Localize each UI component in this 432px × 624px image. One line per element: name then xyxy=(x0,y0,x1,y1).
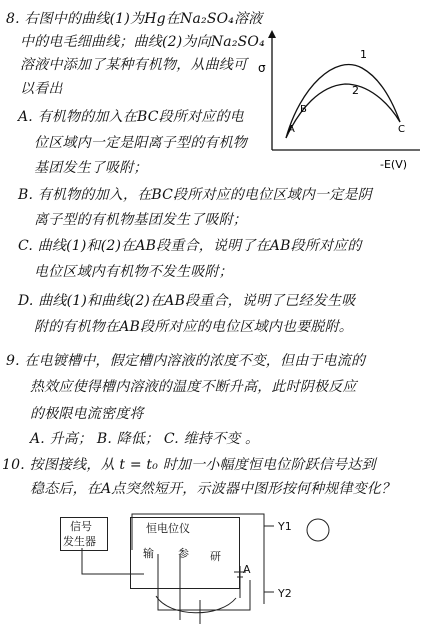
graph-y-arrow xyxy=(268,30,276,38)
q9-options: A. 升高； B. 降低； C. 维持不变 。 xyxy=(30,431,260,447)
graph-x-label: -E(V) xyxy=(380,158,408,171)
q9-line-1: 9. 在电镀槽中，假定槽内溶液的浓度不变，但由于电流的 xyxy=(6,353,366,369)
q10-line-1: 10. 按图接线，从 t = t₀ 时加一小幅度恒电位阶跃信号达到 xyxy=(2,457,376,473)
q9-line-2: 热效应使得槽内溶液的温度不断升高，此时阴极反应 xyxy=(30,379,357,395)
circuit-point-a: A xyxy=(243,563,251,576)
q10-line-2: 稳态后，在A点突然短开，示波器中图形按何种规律变化？ xyxy=(30,481,396,497)
q8-option-b-line-2: 离子型的有机物基团发生了吸附； xyxy=(34,212,247,228)
q8-option-c-line-2: 电位区域内有机物不发生吸附； xyxy=(34,264,233,280)
graph-point-b: B xyxy=(300,104,307,115)
q9-line-3: 的极限电流密度将 xyxy=(30,406,144,422)
signal-generator-label-1: 信号 xyxy=(70,520,92,533)
q8-option-d-line-1: D. 曲线(1)和曲线(2)在AB段重合，说明了已经发生吸 xyxy=(18,293,356,309)
graph-curve-2-label: 2 xyxy=(352,84,359,97)
q8-option-c-line-1: C. 曲线(1)和(2)在AB段重合，说明了在AB段所对应的 xyxy=(18,238,362,254)
oscilloscope-screen-icon xyxy=(307,519,329,541)
q8-line-3: 溶液中添加了某种有机物，从曲线可 xyxy=(20,57,248,73)
oscilloscope-y2-label: Y2 xyxy=(278,587,292,600)
q8-line-2: 中的电毛细曲线；曲线(2)为向Na₂SO₄ xyxy=(20,34,265,50)
q8-option-b-line-1: B. 有机物的加入，在BC段所对应的电位区域内一定是阴 xyxy=(18,187,372,203)
q8-option-a-line-2: 位区域内一定是阳离子型的有机物 xyxy=(34,135,247,151)
reference-terminal-label: 参 xyxy=(178,547,189,560)
input-terminal-label: 输 xyxy=(143,547,154,560)
graph-point-a: A xyxy=(288,124,295,135)
graph-point-c: C xyxy=(398,124,405,135)
oscilloscope-y1-label: Y1 xyxy=(278,520,292,533)
q8-option-a-line-3: 基团发生了吸附； xyxy=(34,160,148,176)
electrocapillary-graph xyxy=(250,28,430,178)
working-terminal-label: 研 xyxy=(210,550,221,563)
q8-line-4: 以看出 xyxy=(20,81,63,97)
potentiostat-label: 恒电位仪 xyxy=(146,522,190,535)
circuit-wiring xyxy=(40,500,400,624)
q8-option-a-line-1: A. 有机物的加入在BC段所对应的电 xyxy=(18,109,244,125)
q8-line-1: 8. 右图中的曲线(1)为Hg在Na₂SO₄溶液 xyxy=(6,11,263,27)
q8-option-d-line-2: 附的有机物在AB段所对应的电位区域内也要脱附。 xyxy=(34,319,353,335)
graph-curve-1-label: 1 xyxy=(360,48,367,61)
signal-generator-label-2: 发生器 xyxy=(63,535,96,548)
graph-y-label: σ xyxy=(258,61,266,75)
